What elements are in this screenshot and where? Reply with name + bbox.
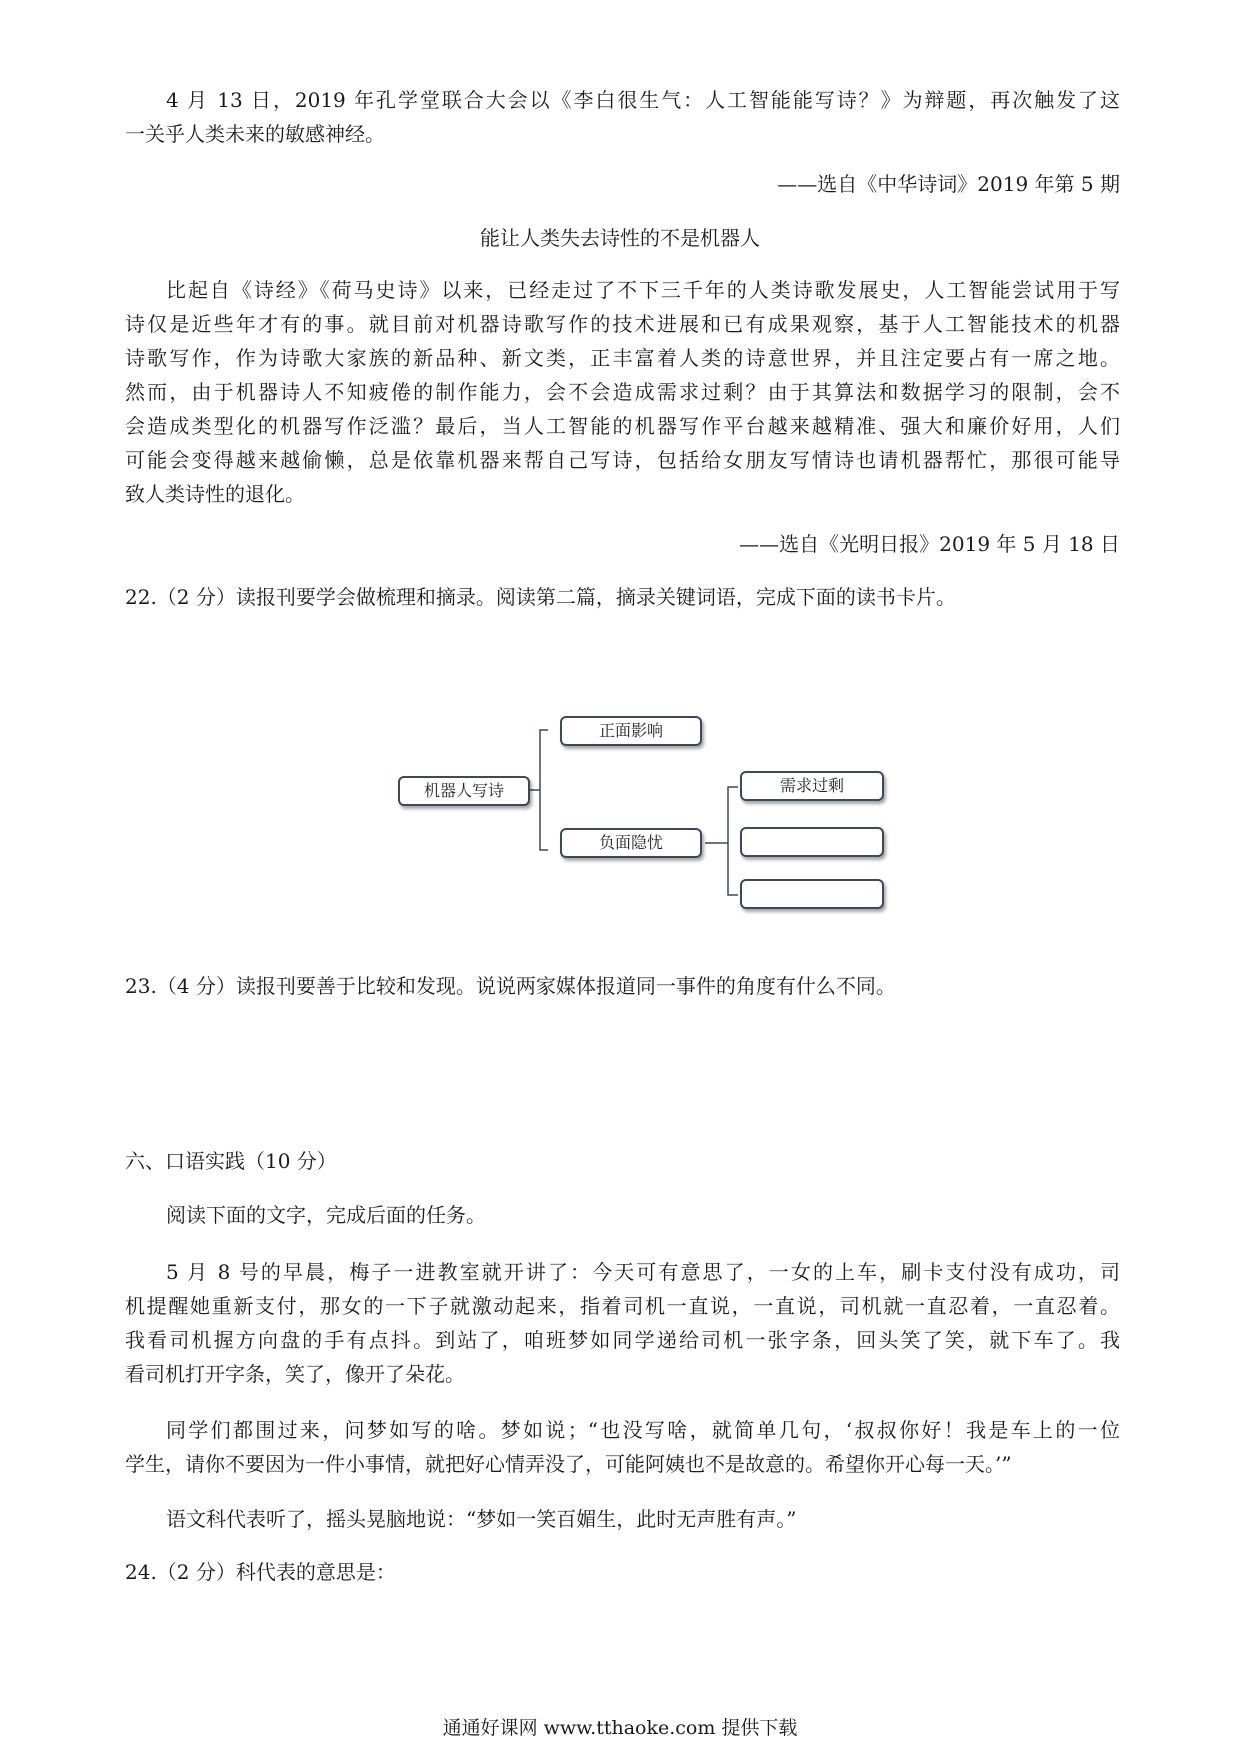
article1-source: ——选自《中华诗词》2019 年第 5 期 [777,172,1120,196]
page-footer: 通通好课网 www.tthaoke.com 提供下载 [442,1717,798,1739]
section-6-para1-line: 机提醒她重新支付，那女的一下子就激动起来，指着司机一直说，一直说，司机就一直忍着，一直忍着。 [125,1294,1120,1318]
section-6-para2-line: 学生，请你不要因为一件小事情，就把好心情弄没了，可能阿姨也不是故意的。希望你开心每一天。’” [125,1452,1012,1476]
article2-line: 然而，由于机器诗人不知疲倦的制作能力，会不会造成需求过剩？由于其算法和数据学习的限制，会不 [125,380,1120,404]
section-6-para2-line: 同学们都围过来，问梦如写的啥。梦如说；“也没写啥，就简单几句，‘叔叔你好！我是车上的一位 [166,1418,1120,1442]
question-23: 23.（4 分）读报刊要善于比较和发现。说说两家媒体报道同一事件的角度有什么不同。 [125,974,896,998]
section-6-para1-line: 看司机打开字条，笑了，像开了朵花。 [125,1362,465,1386]
article2-line: 诗仅是近些年才有的事。就目前对机器诗歌写作的技术进展和已有成果观察，基于人工智能技术的机器 [125,312,1120,336]
diagram-negative-box: 负面隐忧 [560,828,702,858]
diagram-root-box: 机器人写诗 [398,776,530,806]
article2-title: 能让人类失去诗性的不是机器人 [480,226,760,250]
article1-line: 一关乎人类未来的敏感神经。 [125,122,385,146]
section-6-para1-line: 我看司机握方向盘的手有点抖。到站了，咱班梦如同学递给司机一张字条，回头笑了笑，就下车了。我 [125,1328,1120,1352]
article2-line: 比起自《诗经》《荷马史诗》以来，已经走过了不下三千年的人类诗歌发展史，人工智能尝试用于写 [166,278,1120,302]
diagram-blank-box[interactable] [740,879,884,909]
diagram-blank-box[interactable] [740,827,884,857]
question-24: 24.（2 分）科代表的意思是： [125,1560,396,1584]
article1-line: 4 月 13 日，2019 年孔学堂联合大会以《李白很生气：人工智能能写诗？》为辩题，再次触发了这 [166,88,1120,112]
section-6-heading: 六、口语实践（10 分） [125,1149,337,1173]
diagram-positive-box: 正面影响 [560,716,702,746]
diagram-leaf-box: 需求过剩 [740,771,884,801]
article2-line: 致人类诗性的退化。 [125,482,305,506]
article2-line: 可能会变得越来越偷懒，总是依靠机器来帮自己写诗，包括给女朋友写情诗也请机器帮忙，那很可能导 [125,448,1120,472]
section-6-intro: 阅读下面的文字，完成后面的任务。 [166,1203,486,1227]
section-6-para3: 语文科代表听了，摇头晃脑地说：“梦如一笑百媚生，此时无声胜有声。” [166,1507,797,1531]
article2-line: 会造成类型化的机器写作泛滥？最后，当人工智能的机器写作平台越来越精准、强大和廉价好用，人们 [125,414,1120,438]
article2-line: 诗歌写作，作为诗歌大家族的新品种、新文类，正丰富着人类的诗意世界，并且注定要占有一席之地。 [125,346,1120,370]
article2-source: ——选自《光明日报》2019 年 5 月 18 日 [739,532,1120,556]
section-6-para1-line: 5 月 8 号的早晨，梅子一进教室就开讲了：今天可有意思了，一女的上车，刷卡支付没有成功，司 [166,1260,1120,1284]
question-22: 22.（2 分）读报刊要学会做梳理和摘录。阅读第二篇，摘录关键词语，完成下面的读书卡片。 [125,585,956,609]
